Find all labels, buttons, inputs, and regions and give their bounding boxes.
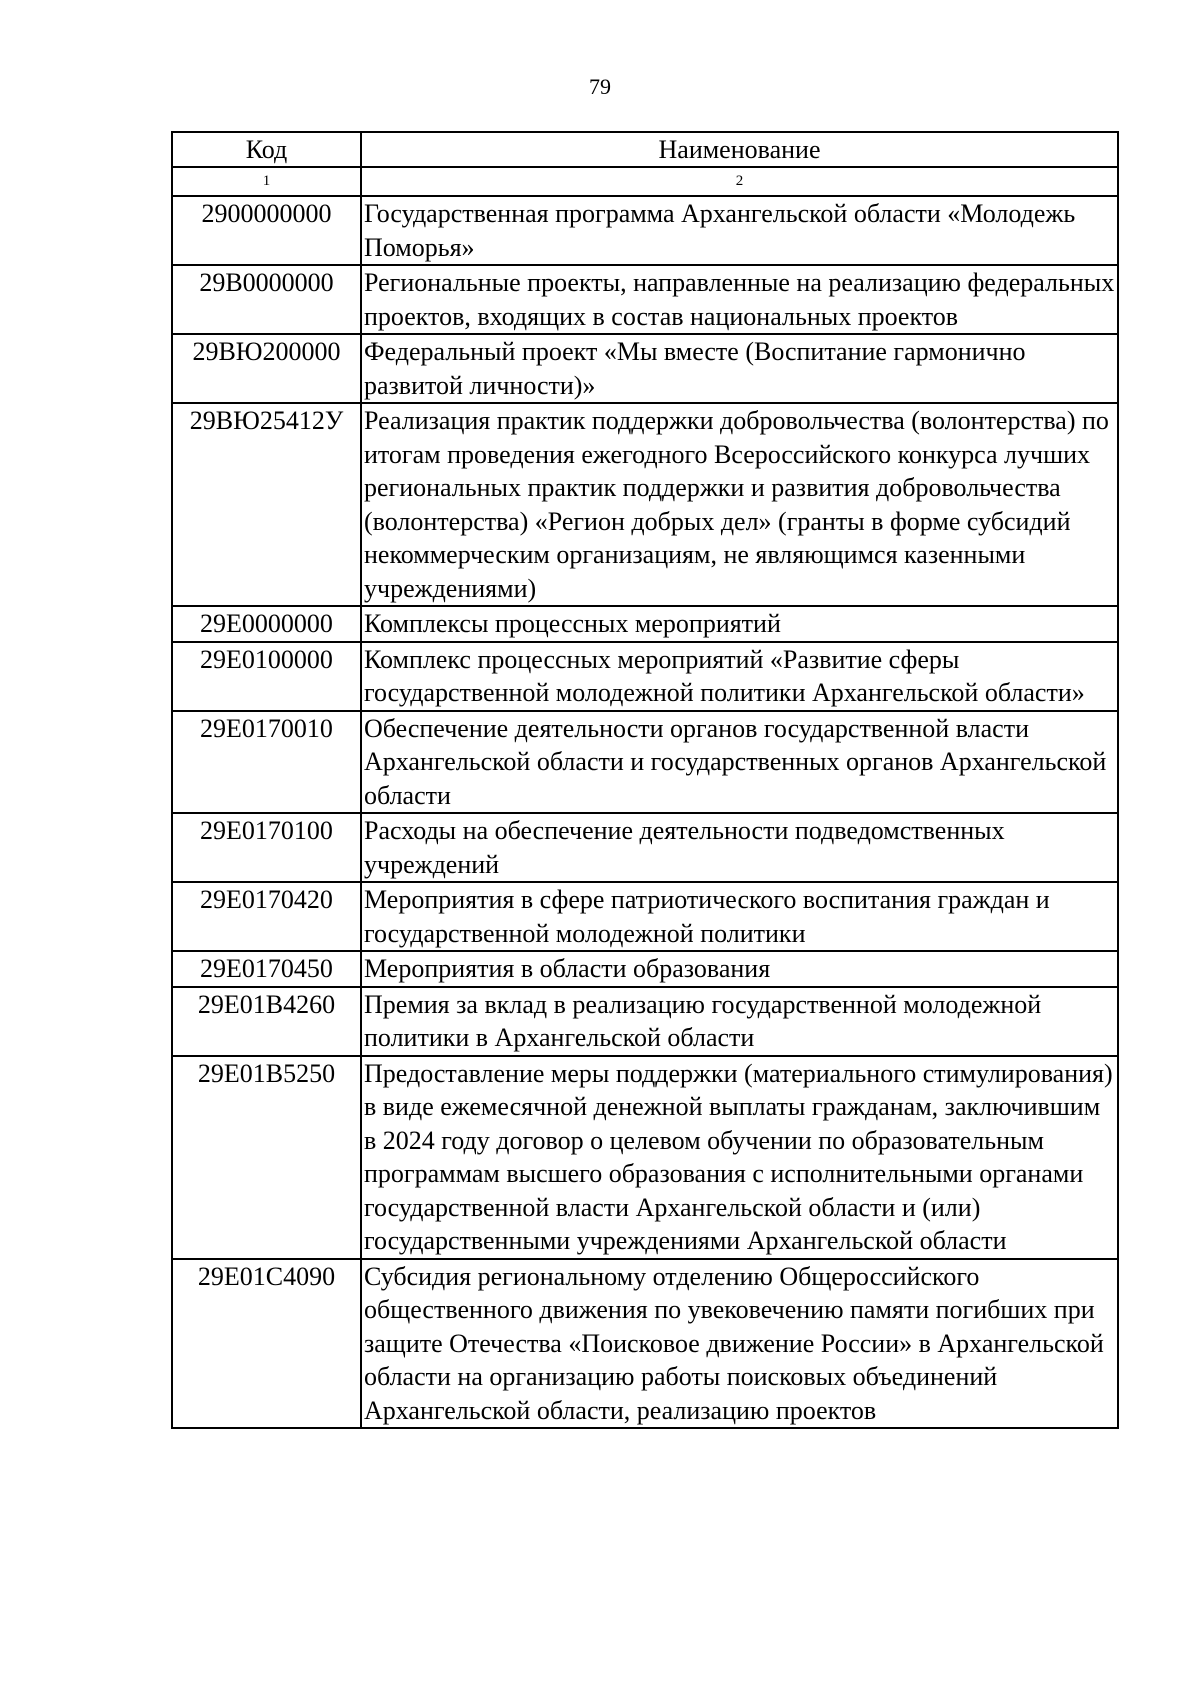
row-name: Мероприятия в области образования — [361, 951, 1118, 987]
header-name: Наименование — [361, 132, 1118, 167]
column-number-code: 1 — [172, 167, 361, 196]
table-row — [172, 1056, 1118, 1259]
row-name: Региональные проекты, направленные на реализацию федеральных проектов, входящих в состав национальных проектов — [361, 265, 1118, 334]
table-row — [172, 265, 1118, 334]
table-row — [172, 987, 1118, 1056]
row-code: 29ВЮ200000 — [172, 334, 361, 403]
table-row — [172, 951, 1118, 987]
column-number-name: 2 — [361, 167, 1118, 196]
row-name: Предоставление меры поддержки (материального стимулирования) в виде ежемесячной денежной выплаты гражданам, заключившим в 2024 году договор о целевом обучении по образовательным программам высшего образования с исполнительными органами государственной власти Архангельской области и (или) государственными учреждениями Архангельской области — [361, 1056, 1118, 1259]
row-code: 29ВЮ25412У — [172, 403, 361, 606]
row-code: 29Е01С4090 — [172, 1259, 361, 1429]
row-code: 29Е0170450 — [172, 951, 361, 987]
table-row — [172, 606, 1118, 642]
row-code: 2900000000 — [172, 196, 361, 265]
table-row — [172, 882, 1118, 951]
budget-code-table — [171, 131, 1119, 1429]
table-row — [172, 403, 1118, 606]
row-name: Мероприятия в сфере патриотического воспитания граждан и государственной молодежной политики — [361, 882, 1118, 951]
row-code: 29Е0170420 — [172, 882, 361, 951]
table-row — [172, 642, 1118, 711]
row-code: 29Е0000000 — [172, 606, 361, 642]
header-row — [172, 132, 1118, 167]
page-number: 79 — [589, 74, 611, 99]
row-code: 29В0000000 — [172, 265, 361, 334]
column-number-row — [172, 167, 1118, 196]
row-code: 29Е0170010 — [172, 711, 361, 814]
row-code: 29Е01В5250 — [172, 1056, 361, 1259]
table-row — [172, 334, 1118, 403]
header-code: Код — [172, 132, 361, 167]
table-row — [172, 1259, 1118, 1429]
row-code: 29Е0100000 — [172, 642, 361, 711]
row-name: Субсидия региональному отделению Общероссийского общественного движения по увековечению памяти погибших при защите Отечества «Поисковое движение России» в Архангельской области на организацию работы поисковых объединений Архангельской области, реализацию проектов — [361, 1259, 1118, 1429]
row-name: Комплекс процессных мероприятий «Развитие сферы государственной молодежной политики Архангельской области» — [361, 642, 1118, 711]
table-row — [172, 711, 1118, 814]
row-name: Комплексы процессных мероприятий — [361, 606, 1118, 642]
row-name: Обеспечение деятельности органов государственной власти Архангельской области и государственных органов Архангельской области — [361, 711, 1118, 814]
row-name: Расходы на обеспечение деятельности подведомственных учреждений — [361, 813, 1118, 882]
row-name: Премия за вклад в реализацию государственной молодежной политики в Архангельской области — [361, 987, 1118, 1056]
row-name: Государственная программа Архангельской области «Молодежь Поморья» — [361, 196, 1118, 265]
row-name: Федеральный проект «Мы вместе (Воспитание гармонично развитой личности)» — [361, 334, 1118, 403]
table-row — [172, 196, 1118, 265]
row-code: 29Е0170100 — [172, 813, 361, 882]
row-name: Реализация практик поддержки добровольчества (волонтерства) по итогам проведения ежегодного Всероссийского конкурса лучших региональных практик поддержки и развития добровольчества (волонтерства) «Регион добрых дел» (гранты в форме субсидий некоммерческим организациям, не являющимся казенными учреждениями) — [361, 403, 1118, 606]
table-row — [172, 813, 1118, 882]
row-code: 29Е01В4260 — [172, 987, 361, 1056]
